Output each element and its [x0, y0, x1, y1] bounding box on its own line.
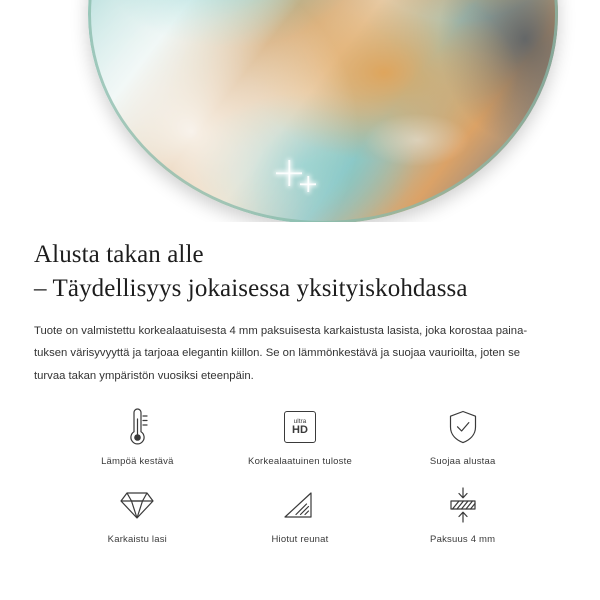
feature-label: Karkaistu lasi — [107, 534, 167, 546]
feature-label: Korkealaatuinen tuloste — [248, 456, 352, 468]
content-section — [0, 222, 600, 545]
ultra-hd-icon — [284, 407, 316, 447]
description-line-3: turvaa takan ympäristön vuosiksi eteenpäin. — [34, 369, 254, 382]
hero-image — [0, 0, 600, 222]
thermometer-icon — [120, 407, 154, 447]
feature-label: Hiotut reunat — [271, 534, 329, 546]
feature-label: Suojaa alustaa — [429, 456, 496, 468]
description-paragraph — [34, 320, 566, 388]
feature-item — [381, 485, 544, 545]
description-line-1: Tuote on valmistettu korkealaatuisesta 4 mm paksuisesta karkaistusta lasista, joka korostaa paina- — [34, 324, 528, 337]
glass-edge-rim — [88, 0, 558, 222]
diamond-icon — [118, 485, 156, 525]
feature-item — [56, 485, 219, 545]
polished-edges-icon — [283, 485, 317, 525]
round-glass-product-image — [88, 0, 558, 222]
feature-item — [219, 485, 382, 545]
shield-check-icon — [447, 407, 479, 447]
feature-label: Lämpöä kestävä — [101, 456, 174, 468]
thickness-icon — [446, 485, 480, 525]
feature-item — [219, 407, 382, 467]
headline-line-2: – Täydellisyys jokaisessa yksityiskohdassa — [34, 274, 468, 302]
description-line-2: tuksen värisyvyyttä ja tarjoaa elegantin kiillon. Se on lämmönkestävä ja suojaa vaurioilta, joten se — [34, 347, 521, 360]
headline-line-1: Alusta takan alle — [34, 241, 204, 268]
feature-item — [381, 407, 544, 467]
ultra-hd-badge-top: ultra — [293, 418, 307, 426]
feature-grid — [34, 407, 566, 545]
feature-label: Paksuus 4 mm — [430, 534, 496, 546]
feature-item — [56, 407, 219, 467]
page-title — [34, 238, 566, 306]
ultra-hd-badge-bottom: HD — [292, 424, 308, 437]
